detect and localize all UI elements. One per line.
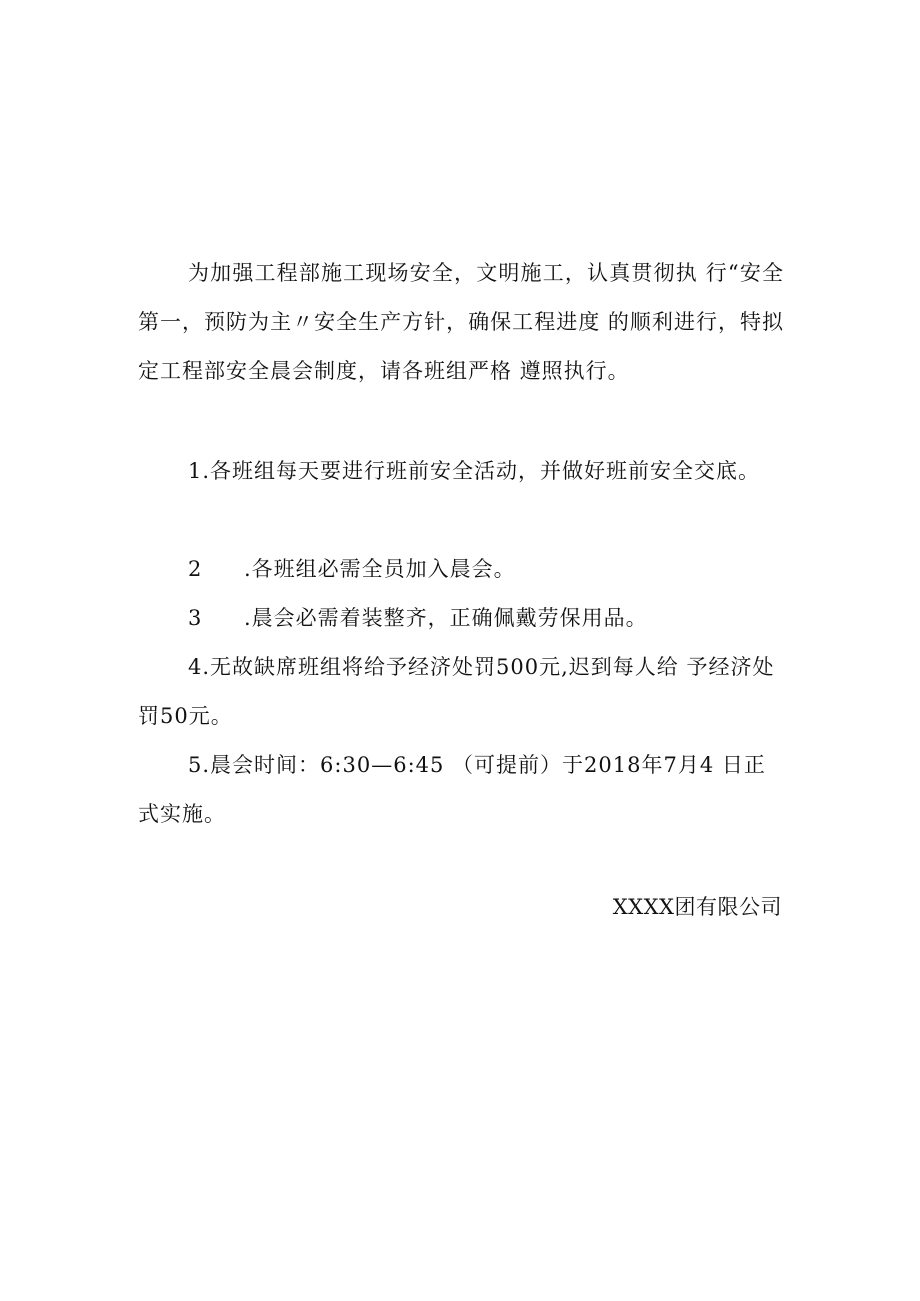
- rule-number: 4: [188, 655, 203, 679]
- rule-number: 5: [188, 753, 203, 777]
- company-signature: XXXX团有限公司: [612, 895, 782, 919]
- rule-text: .无故缺席班组将给予经济处罚500元,迟到每人给 予经济处罚50元。: [138, 655, 775, 728]
- rule-text: .晨会必需着装整齐，正确佩戴劳保用品。: [244, 606, 648, 630]
- rule-item-4: [138, 643, 784, 741]
- rule-number: 2: [188, 557, 203, 581]
- rule-text: .各班组每天要进行班前安全活动，并做好班前安全交底。: [202, 459, 761, 483]
- rule-item-3: [138, 594, 784, 643]
- intro-paragraph: 为加强工程部施工现场安全，文明施工，认真贯彻执 行“安全第一，预防为主〃安全生产方针，确保工程进度 的顺利进行，特拟定工程部安全晨会制度，请各班组严格 遵照执行。: [138, 261, 784, 383]
- rule-item-5: [138, 741, 784, 839]
- rule-number: 3: [188, 606, 203, 630]
- rule-item-1: [138, 447, 784, 496]
- rule-text: .各班组必需全员加入晨会。: [244, 557, 516, 581]
- rule-number: 1: [188, 459, 203, 483]
- rule-item-2: [138, 545, 784, 594]
- rule-text: .晨会时间：6:30—6:45 （可提前）于2018年7月4 日正式实施。: [138, 753, 766, 826]
